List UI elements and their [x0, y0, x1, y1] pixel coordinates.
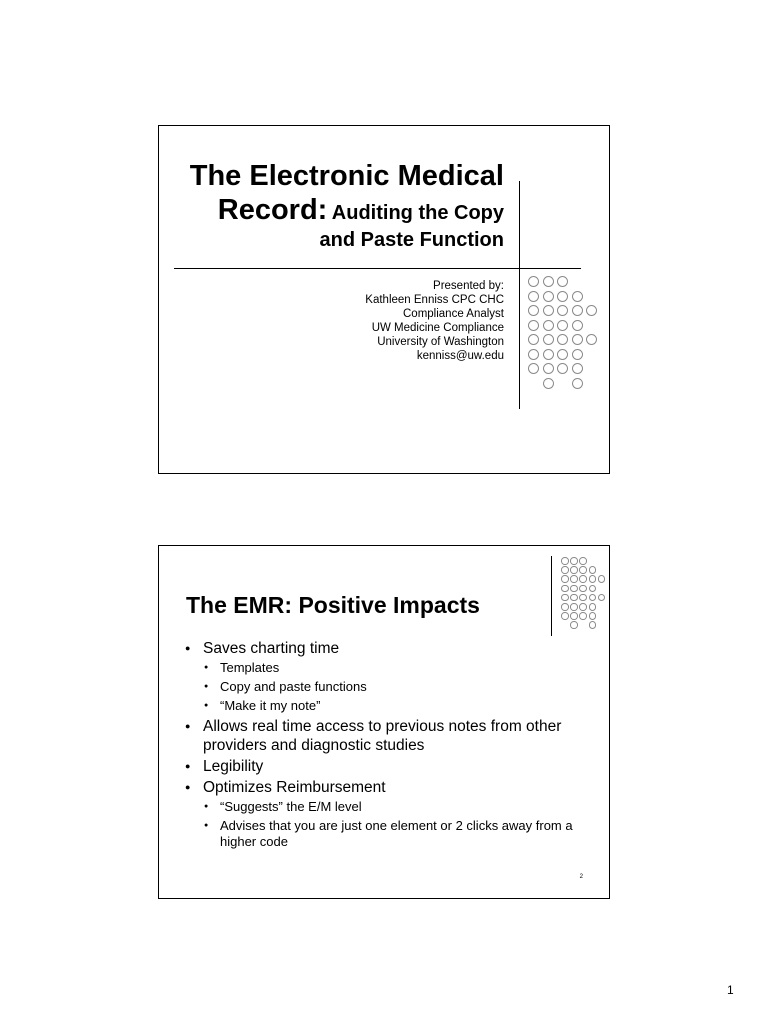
decorative-dot: [572, 291, 583, 302]
decorative-dot: [528, 305, 539, 316]
slide-title: The EMR: Positive Impacts: [186, 592, 480, 618]
decorative-dot: [557, 276, 568, 287]
decorative-dot: [561, 575, 569, 583]
decorative-dot: [589, 585, 597, 593]
presenter-info: [365, 279, 504, 363]
decorative-dot: [589, 612, 597, 620]
decorative-dot: [579, 612, 587, 620]
decorative-dot: [589, 603, 597, 611]
decorative-dot: [572, 378, 583, 389]
decorative-dot: [561, 612, 569, 620]
decorative-dot: [528, 363, 539, 374]
decorative-dot: [589, 575, 597, 583]
decorative-dot: [570, 575, 578, 583]
decorative-dot: [572, 334, 583, 345]
decorative-dot: [570, 603, 578, 611]
decorative-dot: [543, 305, 554, 316]
decorative-dot: [561, 594, 569, 602]
sub-bullet-item: ● “Make it my note”: [185, 698, 595, 714]
decorative-dot: [543, 378, 554, 389]
decorative-dot: [543, 363, 554, 374]
decorative-dot: [561, 585, 569, 593]
presenter-line: Kathleen Enniss CPC CHC: [365, 294, 504, 306]
decorative-dot: [543, 334, 554, 345]
decorative-dot: [557, 363, 568, 374]
decorative-dot: [589, 594, 597, 602]
decorative-dot: [528, 276, 539, 287]
decorative-dot: [557, 291, 568, 302]
decorative-dot: [598, 594, 606, 602]
decorative-dot: [570, 612, 578, 620]
decorative-dot: [586, 305, 597, 316]
decorative-dot: [586, 334, 597, 345]
sub-bullet-item: ● “Suggests” the E/M level: [185, 799, 595, 815]
title-line-1: The Electronic Medical: [189, 160, 504, 192]
bullet-list: [185, 639, 595, 853]
bullet-item: ● Legibility: [185, 757, 595, 776]
decorative-dot: [570, 594, 578, 602]
decorative-dot: [579, 585, 587, 593]
decorative-dot: [579, 594, 587, 602]
title-line-2-big: Record:: [217, 194, 328, 227]
decorative-dot: [528, 320, 539, 331]
decorative-dot: [561, 566, 569, 574]
title-line-2-small: Auditing the Copy: [331, 202, 504, 225]
vertical-divider: [519, 181, 520, 409]
presenter-line: Presented by:: [433, 280, 504, 292]
decorative-dot: [572, 305, 583, 316]
sub-bullet-item: ● Templates: [185, 660, 595, 676]
horizontal-divider: [174, 268, 581, 269]
decorative-dot: [528, 349, 539, 360]
decorative-dot: [543, 320, 554, 331]
decorative-dot: [570, 585, 578, 593]
decorative-dot: [572, 349, 583, 360]
sub-bullet-item: ● Advises that you are just one element or 2 clicks away from a higher code: [185, 818, 595, 850]
decorative-dot: [572, 363, 583, 374]
decorative-dot: [561, 603, 569, 611]
presenter-line: kenniss@uw.edu: [416, 350, 504, 362]
decorative-dot: [579, 603, 587, 611]
decorative-dot: [543, 276, 554, 287]
decorative-dot: [557, 334, 568, 345]
decorative-dot: [543, 349, 554, 360]
slide-title: [190, 159, 504, 253]
presenter-line: UW Medicine Compliance: [371, 322, 504, 334]
decorative-dot: [543, 291, 554, 302]
decorative-dot: [557, 305, 568, 316]
decorative-dot: [589, 621, 597, 629]
bullet-item: ● Saves charting time: [185, 639, 595, 658]
decorative-dot: [598, 575, 606, 583]
decorative-dot: [570, 621, 578, 629]
slide-number: 2: [579, 874, 583, 880]
decorative-dot: [579, 566, 587, 574]
decorative-dot: [528, 334, 539, 345]
page-number: 1: [727, 983, 734, 997]
decorative-dot: [579, 557, 587, 565]
sub-bullet-item: ● Copy and paste functions: [185, 679, 595, 695]
decorative-dot: [528, 291, 539, 302]
decorative-dot: [561, 557, 569, 565]
decorative-dot: [589, 566, 597, 574]
title-line-3: and Paste Function: [319, 229, 504, 252]
decorative-dot: [557, 349, 568, 360]
title-slide: [158, 125, 610, 474]
decorative-dot: [579, 575, 587, 583]
decorative-dot: [557, 320, 568, 331]
vertical-divider: [551, 556, 552, 636]
content-slide: [158, 545, 610, 899]
bullet-item: ● Allows real time access to previous notes from other providers and diagnostic studies: [185, 717, 595, 755]
decorative-dot: [570, 566, 578, 574]
presenter-line: Compliance Analyst: [403, 308, 504, 320]
decorative-dot: [570, 557, 578, 565]
bullet-item: ● Optimizes Reimbursement: [185, 778, 595, 797]
decorative-dot: [572, 320, 583, 331]
presenter-line: University of Washington: [377, 336, 504, 348]
